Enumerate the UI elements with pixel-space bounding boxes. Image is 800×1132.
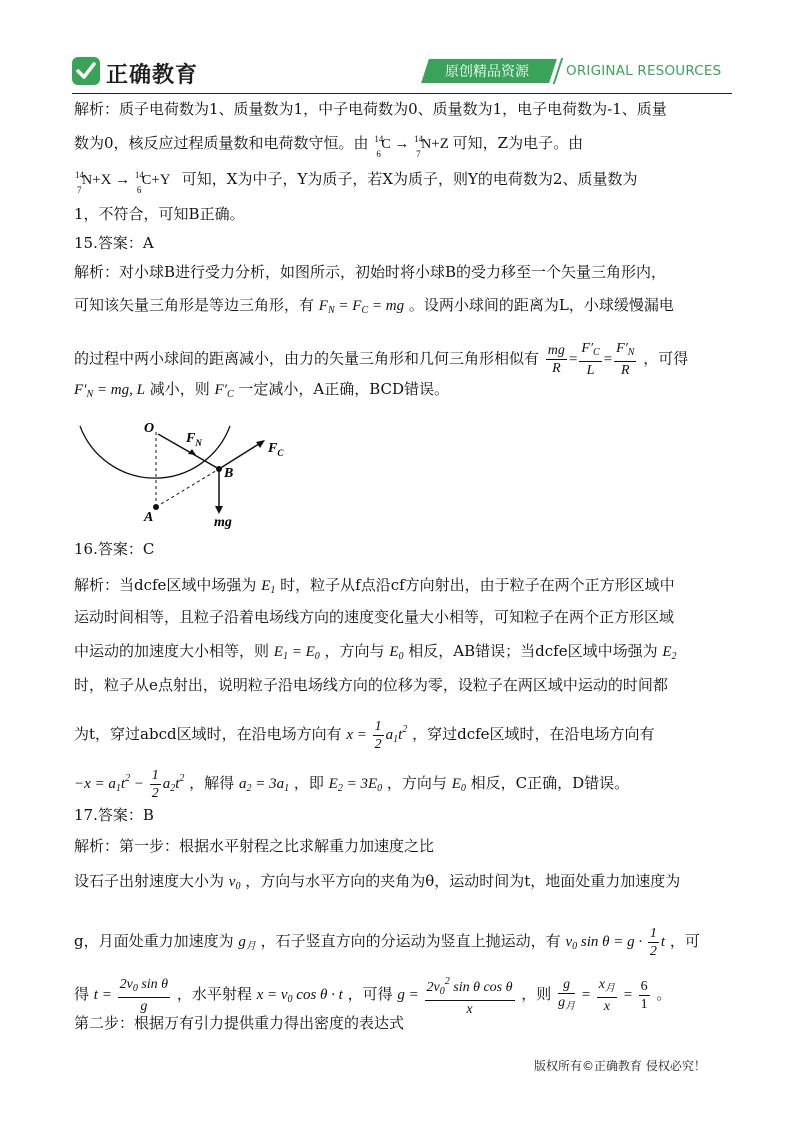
text-line [74,641,677,667]
formula: $-x = a_1t^2$ − $\frac{1}{2}$ $a_2t^2$ [74,768,185,801]
text-span: 时，粒子从f点沿cf方向射出，由于粒子在两个正方形区域中 [280,576,675,594]
label-A: A [144,510,154,525]
answer-heading: 17.答案：B [74,806,154,824]
formula: $F'_N$ = mg, L [74,382,145,400]
text-line [74,973,671,1018]
dashed-line-AB [156,469,219,507]
formula: $v_0$ [228,874,241,892]
formula: t = $\frac{2v_0 \sin \theta}{g}$ [93,977,169,1014]
text-line [74,133,584,159]
formula: g = $\frac{2v_0^2 \sin \theta \cos \theta}{x}$ [397,987,516,1003]
text-span: 得 [74,984,90,1003]
text-span: ，水平射程 [176,984,252,1003]
text-line [74,575,675,601]
formula: $E_2 = 3E_0$ [328,775,383,794]
text-span: 相反，C正确，D错误。 [470,773,630,792]
label-FC: $F_C$ [268,441,284,458]
formula: $E_2$ [662,644,677,662]
banner-label-en: ORIGINAL RESOURCES [566,63,722,79]
formula: $E_0$ [451,775,466,794]
brand-name: 正确教育 [106,63,199,88]
fraction: $\frac{F'_C}{L}$ [581,341,600,378]
formula: $v_0$ sin θ = g · $\frac{1}{2}$ t [565,926,666,959]
semicircle-arc [80,426,230,478]
formula: $E_1$ [261,578,276,596]
copyright-footer: 版权所有©正确教育 侵权必究！ [534,1059,706,1073]
label-O: O [144,421,155,436]
ball-B [216,466,222,472]
text-line [74,169,638,195]
label-B: B [224,466,234,481]
text-line: 解析：第一步：根据水平射程之比求解重力加速度之比 [74,837,435,855]
text-span: 中运动的加速度大小相等，则 [74,642,270,660]
text-line: 时，粒子从e点射出，说明粒子沿电场线方向的位移为零，设粒子在两区域中运动的时间都 [74,676,668,694]
force-arrow-FC [219,442,262,469]
answer-heading: 16.答案：C [74,540,155,558]
text-line [74,871,680,897]
text-span: ，可得 [643,349,689,368]
text-line [74,718,655,753]
text-span: 解析：当dcfe区域中场强为 [74,576,257,594]
text-line: 第二步：根据万有引力提供重力得出密度的表达式 [74,1014,405,1032]
text-line [74,925,700,960]
text-span: ，可得 [347,984,393,1003]
banner-label-cn: 原创精品资源 [445,64,529,80]
formula: x = $\frac{1}{2}$ $a_1t^2$ [346,719,408,752]
nuclear-equation: 14 7 N+X → 14 6 C+Y [75,170,174,195]
formula: $x = v_0$ cos θ · t [256,986,343,1005]
text-span: ，可 [669,931,700,950]
text-span: 可知，X为中子，Y为质子，若X为质子，则Y的电荷数为2、质量数为 [181,170,638,188]
text-span: ，方向与水平方向的夹角为θ，运动时间为t，地面处重力加速度为 [245,872,681,890]
arrowhead [256,440,265,448]
text-line: 1，不符合，可知B正确。 [74,205,245,223]
text-span: 数为0，核反应过程质量数和电荷数守恒。由 [74,134,369,152]
formula: $g_月$ [238,933,256,952]
text-span: ，解得 [189,773,235,792]
force-diagram [72,418,302,533]
formula: $a_2 = 3a_1$ [238,775,290,794]
text-span: 减小，则 [149,380,210,398]
formula: $\frac{g}{g_月}$ = $\frac{x_月}{x}$ = $\frac{6}{1}$ [558,977,648,1014]
text-span: 为t，穿过abcd区域时，在沿电场方向有 [74,724,342,743]
text-span: ，则 [521,984,552,1003]
text-line: 的过程中两小球间的距离减小，由力的矢量三角形和几何三角形相似有 $\frac{mg}{R}$ = $\frac{F'_C}{L}$ = $\frac{F'_N}{R}$ ，可得 [74,341,689,378]
answer-heading: 15.答案：A [74,234,154,252]
ball-A [153,504,159,510]
text-span: 设石子出射速度大小为 [74,872,225,890]
fraction: $\frac{F'_N}{R}$ [616,341,635,378]
label-mg: mg [214,515,232,530]
formula: $F_N = F_C$ = mg [318,298,405,316]
checkmark-logo-icon [72,57,100,85]
text-span: 的过程中两小球间的距离减小，由力的矢量三角形和几何三角形相似有 [74,349,540,368]
text-line [74,767,629,802]
text-span: 。 [656,984,672,1003]
label-FN: $F_N$ [186,431,202,448]
text-span: ，石子竖直方向的分运动为竖直上抛运动，有 [260,931,561,950]
text-line: 运动时间相等，且粒子沿着电场线方向的速度变化量大小相等，可知粒子在两个正方形区域 [74,608,675,626]
text-span: ，方向与 [324,642,385,660]
nuclear-equation: 14 6 C → 14 7 N+Z [374,134,453,159]
text-span: 一定减小，A正确，BCD错误。 [238,380,450,398]
text-span: 。设两小球间的距离为L，小球缓慢漏电 [408,296,674,314]
text-span: ，方向与 [386,773,447,792]
text-span: 相反，AB错误；当dcfe区域中场强为 [408,642,658,660]
fraction: $\frac{mg}{R}$ [547,343,565,376]
formula: $E_0$ [389,644,404,662]
header-divider [72,93,732,94]
text-line [74,295,674,321]
page-header [0,0,800,96]
formula: $F'_C$ [214,382,234,400]
text-span: ，即 [293,773,324,792]
arrowhead [215,506,223,514]
formula: $E_1 = E_0$ [273,644,320,662]
text-span: ，穿过dcfe区域时，在沿电场方向有 [412,724,655,743]
text-line: 解析：对小球B进行受力分析，如图所示，初始时将小球B的受力移至一个矢量三角形内， [74,263,667,281]
text-span: 可知该矢量三角形是等边三角形，有 [74,296,315,314]
text-line: 解析：质子电荷数为1、质量数为1，中子电荷数为0、质量数为1，电子电荷数为-1、质量 [74,100,667,118]
text-span: 可知，Z为电子。由 [452,134,584,152]
text-span: g，月面处重力加速度为 [74,931,234,950]
text-line [74,379,449,405]
